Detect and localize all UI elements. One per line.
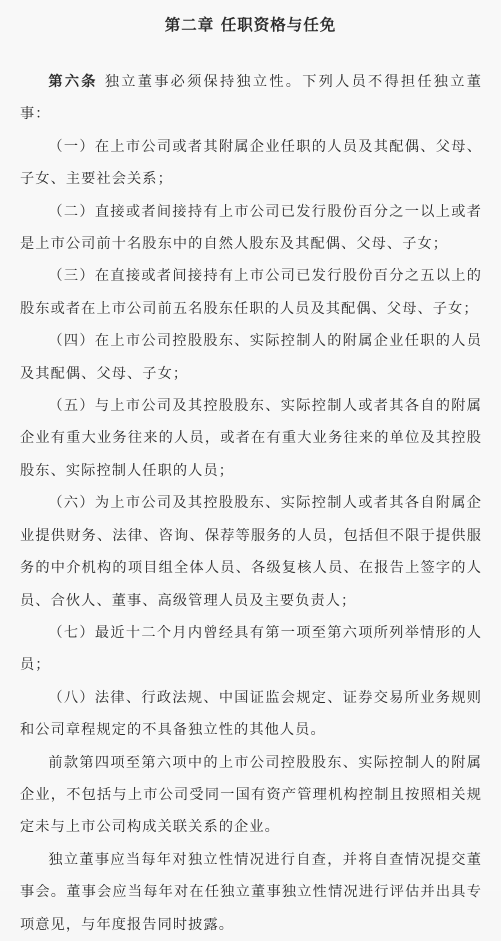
- item-5: （五）与上市公司及其控股股东、实际控制人或者其各自的附属企业有重大业务往来的人员，或者在有重大业务往来的单位及其控股股东、实际控制人任职的人员；: [20, 398, 482, 479]
- item-4: （四）在上市公司控股股东、实际控制人的附属企业任职的人员及其配偶、父母、子女；: [20, 333, 482, 382]
- article-intro: 独立董事必须保持独立性。下列人员不得担任独立董事：: [20, 74, 482, 123]
- chapter-title: 第二章 任职资格与任免: [164, 16, 337, 34]
- item-8: （八）法律、行政法规、中国证监会规定、证券交易所业务规则和公司章程规定的不具备独立性的其他人员。: [20, 689, 482, 739]
- article-intro-paragraph: [20, 66, 482, 131]
- article-label: 第六条: [48, 74, 98, 90]
- item-7: （七）最近十二个月内曾经具有第一项至第六项所列举情形的人员；: [20, 624, 482, 674]
- note-paragraph-2: 独立董事应当每年对独立性情况进行自查，并将自查情况提交董事会。董事会应当每年对在任独立董事独立性情况进行评估并出具专项意见，与年度报告同时披露。: [20, 851, 482, 933]
- item-2: （二）直接或者间接持有上市公司已发行股份百分之一以上或者是上市公司前十名股东中的自然人股东及其配偶、父母、子女；: [20, 203, 482, 253]
- item-6: （六）为上市公司及其控股股东、实际控制人或者其各自附属企业提供财务、法律、咨询、保荐等服务的人员，包括但不限于提供服务的中介机构的项目组全体人员、各级复核人员、在报告上签字的人员、合伙人、董事、高级管理人员及主要负责人；: [20, 495, 482, 609]
- item-3: （三）在直接或者间接持有上市公司已发行股份百分之五以上的股东或者在上市公司前五名股东任职的人员及其配偶、父母、子女；: [20, 268, 482, 317]
- note-paragraph-1: 前款第四项至第六项中的上市公司控股股东、实际控制人的附属企业，不包括与上市公司受同一国有资产管理机构控制且按照相关规定未与上市公司构成关联关系的企业。: [20, 754, 482, 836]
- article-body: [20, 66, 482, 941]
- item-1: （一）在上市公司或者其附属企业任职的人员及其配偶、父母、子女、主要社会关系；: [20, 138, 482, 188]
